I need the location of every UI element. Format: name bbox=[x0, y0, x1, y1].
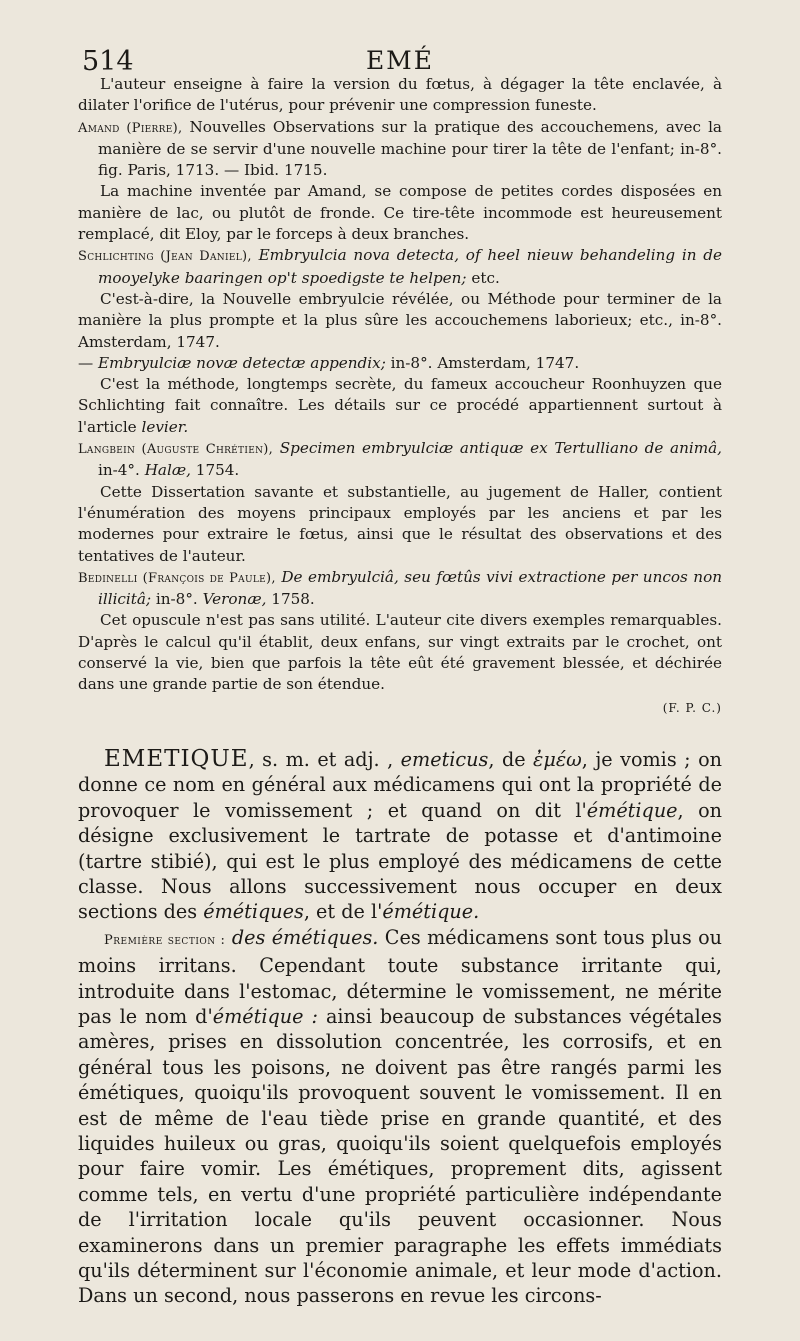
annotation-paragraph: Cet opuscule n'est pas sans utilité. L'auteur cite divers exemples remarquables. D'après le calcul qu'il établit, deux enfans, sur vingt extraits par le crochet, ont conservé la vie, bien que parfois la tête eût été gravement blessée, et déchirée dans une grande partie de son étendue. bbox=[78, 611, 722, 694]
bibliography-entry: — Embryulciæ novæ detectæ appendix; in-8°. Amsterdam, 1747. bbox=[78, 353, 580, 372]
bibliography-entry: Langbein (Auguste Chrétien), Specimen embryulciæ antiquæ ex Tertulliano de animâ, in-4°. Halæ, 1754. bbox=[78, 439, 723, 480]
annotation-paragraph: C'est-à-dire, la Nouvelle embryulcie révélée, ou Méthode pour terminer de la manière la plus prompte et la plus sûre les accouchemens laborieux; etc., in-8°. Amsterdam, 1747. bbox=[78, 289, 722, 351]
article-intro: EMETIQUE, s. m. et adj. , emeticus, de ἐμέω, je vomis ; on donne ce nom en général aux médicamens qui ont la propriété de provoquer le vomissement ; et quand on dit l'émétique, on désigne exclusivement le tartrate de potasse et d'antimoine (tartre stibié), qui est le plus employé des médicamens de cette classe. Nous allons successivement nous occuper en deux sections des émétiques, et de l'émétique. bbox=[78, 745, 722, 924]
work-title: De embryulciâ, seu fœtûs vivi extractione per uncos non illicitâ; bbox=[98, 567, 723, 609]
bibliography-entry: Bedinelli (François de Paule), De embryulciâ, seu fœtûs vivi extractione per uncos non illicitâ; in-8°. Veronæ, 1758. bbox=[78, 567, 723, 609]
annotation-paragraph: L'auteur enseigne à faire la version du fœtus, à dégager la tête enclavée, à dilater l'orifice de l'utérus, pour prévenir une compression funeste. bbox=[78, 75, 722, 115]
work-title: Specimen embryulciæ antiquæ ex Tertulliano de animâ, bbox=[279, 439, 723, 458]
author-name: Schlichting (Jean Daniel), bbox=[78, 249, 252, 265]
greek-etymon: ἐμέω bbox=[533, 747, 582, 771]
page-header bbox=[78, 40, 722, 77]
bibliography-entry: Schlichting (Jean Daniel), Embryulcia nova detecta, of heel nieuw behandeling in de mooyelyke baaringen op't spoedigste te helpen; etc. bbox=[78, 246, 722, 287]
work-title: Embryulciæ novæ detectæ appendix; bbox=[98, 353, 386, 372]
annotation-paragraph: La machine inventée par Amand, se compose de petites cordes disposées en manière de lac, ou plutôt de fronde. Ce tire-tête incommode est heureusement remplacé, dit Eloy, par le forceps à deux branches. bbox=[78, 182, 722, 244]
running-head: EMÉ bbox=[365, 46, 435, 75]
annotation-paragraph: Cette Dissertation savante et substantielle, au jugement de Haller, contient l'énumération des moyens principaux employés par les anciens et par les modernes pour extraire le fœtus, ainsi que le résultat des observations et des tentatives de l'auteur. bbox=[78, 482, 722, 565]
author-signature: (F. P. C.) bbox=[662, 700, 722, 715]
annotation-paragraph: C'est la méthode, longtemps secrète, du fameux accoucheur Roonhuyzen que Schlichting fait connaître. Les détails sur ce procédé appartiennent surtout à l'article levier. bbox=[78, 375, 722, 436]
headword: EMETIQUE bbox=[104, 745, 249, 772]
page-number: 514 bbox=[82, 46, 134, 77]
main-article bbox=[78, 747, 722, 1309]
cross-reference: levier. bbox=[141, 417, 189, 436]
author-name: Bedinelli (François de Paule), bbox=[78, 570, 276, 586]
bibliography-entry: Amand (Pierre), Nouvelles Observations sur la pratique des accouchemens, avec la manière de se servir d'une nouvelle machine pour tirer la tête de l'enfant; in-8°. fig. Paris, 1713. — Ibid. 1715. bbox=[78, 117, 722, 180]
section-title: des émétiques. bbox=[231, 925, 379, 949]
author-name: Langbein (Auguste Chrétien), bbox=[78, 442, 274, 458]
work-title: Embryulcia nova detecta, of heel nieuw behandeling in de mooyelyke baaringen op't spoedigste te helpen; bbox=[98, 246, 722, 287]
author-name: Amand (Pierre), bbox=[78, 120, 183, 136]
bibliography-section bbox=[78, 74, 722, 719]
section-paragraph: Première section : des émétiques. Ces médicamens sont tous plus ou moins irritans. Cependant toute substance irritante qui, introduite dans l'estomac, détermine le vomissement, ne mérite pas le nom d'émétique : ainsi beaucoup de substances végétales amères, prises en dissolution concentrée, les corrosifs, et en général tous les poisons, ne doivent pas être rangés parmi les émétiques, quoiqu'ils provoquent souvent le vomissement. Il en est de même de l'eau tiède prise en grande quantité, et des liquides huileux ou gras, quoiqu'ils soient quelquefois employés pour faire vomir. Les émétiques, proprement dits, agissent comme tels, en vertu d'une propriété particulière indépendante de l'irritation locale qu'ils peuvent occasionner. Nous examinerons dans un premier paragraphe les effets immédiats qu'ils déterminent sur l'économie animale, et leur mode d'action. Dans un second, nous passerons en revue les circons- bbox=[78, 925, 723, 1308]
section-heading: Première section : bbox=[104, 932, 226, 948]
